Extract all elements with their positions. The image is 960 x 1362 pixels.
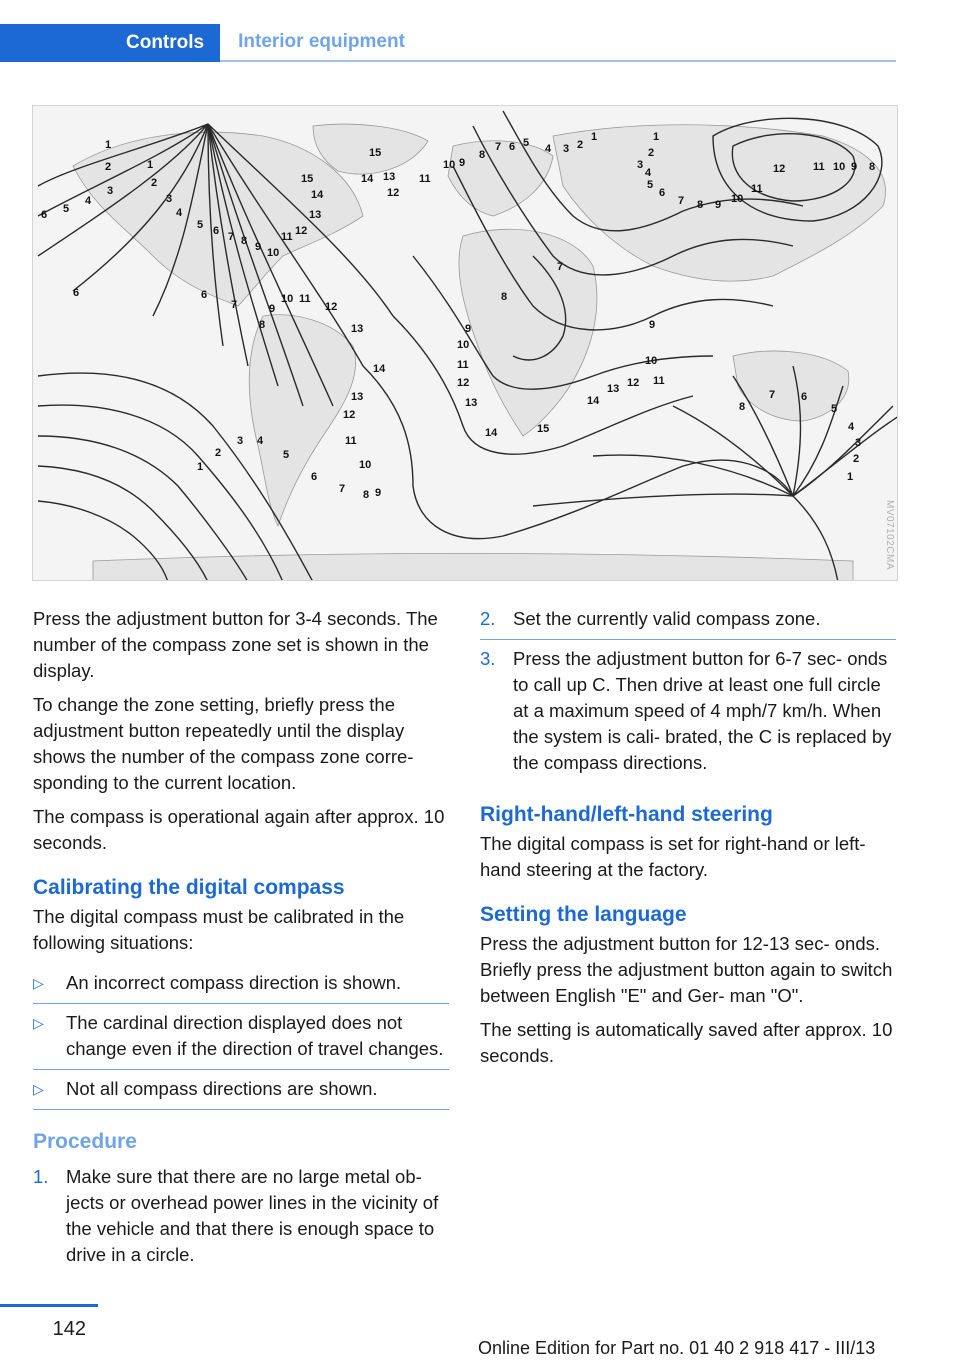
procedure-step	[33, 1158, 449, 1275]
zone-label: 5	[63, 203, 70, 215]
zone-label: 7	[557, 261, 564, 273]
zone-label: 12	[343, 409, 356, 421]
zone-label: 13	[465, 397, 478, 409]
zone-label: 11	[653, 375, 665, 387]
zone-label: 13	[383, 171, 396, 183]
zone-label: 12	[457, 377, 470, 389]
zone-label: 6	[659, 187, 666, 199]
zone-label: 7	[339, 483, 346, 495]
zone-label: 9	[715, 199, 722, 211]
tab-controls[interactable]: Controls	[0, 24, 220, 62]
zone-label: 4	[257, 435, 264, 447]
zone-label: 12	[773, 163, 786, 175]
zone-label: 8	[479, 149, 486, 161]
zone-label: 13	[351, 391, 364, 403]
zone-label: 4	[645, 167, 652, 179]
zone-label: 10	[645, 355, 658, 367]
step-text: Set the currently valid compass zone.	[513, 608, 821, 629]
compass-zone-map	[32, 105, 898, 581]
zone-label: 9	[459, 157, 466, 169]
zone-label: 6	[213, 225, 220, 237]
zone-label: 2	[151, 177, 158, 189]
zone-label: 1	[197, 461, 204, 473]
figure-code: MV07102CMA	[884, 500, 895, 571]
paragraph-calibration-situations: The digital compass must be calibrated in the following situations:	[33, 906, 405, 953]
zone-label: 2	[577, 139, 584, 151]
zone-label: 7	[769, 389, 776, 401]
zone-label: 2	[853, 453, 860, 465]
zone-label: 11	[457, 359, 469, 371]
paragraph-change-zone: To change the zone setting, briefly press the adjustment button repeatedly until the display shows the number of the compass zone corre‑ sponding to the current location.	[33, 694, 414, 793]
calibration-situations-list	[33, 964, 449, 1110]
zone-label: 4	[85, 195, 92, 207]
list-item-text: The cardinal direction displayed does not change even if the direction of travel changes.	[66, 1012, 444, 1059]
zone-label: 6	[201, 289, 208, 301]
zone-label: 15	[369, 147, 382, 159]
zone-label: 8	[363, 489, 370, 501]
step-number: 2.	[480, 608, 496, 629]
zone-label: 5	[197, 219, 204, 231]
paragraph-language-switch: Press the adjustment button for 12‑13 sec‑ onds. Briefly press the adjustment button again to switch between English "E" and Ger‑ man "O".	[480, 933, 893, 1006]
paragraph-steering: The digital compass is set for right-hand or left-hand steering at the factory.	[480, 833, 866, 880]
zone-label: 10	[833, 161, 846, 173]
zone-label: 10	[267, 247, 280, 259]
step-text: Press the adjustment button for 6‑7 sec‑ onds to call up C. Then drive at least one full circle at a maximum speed of 4 mph/7 km/h. When the system is cali‑ brated, the C is replaced by the compass directions.	[513, 648, 892, 773]
zone-label: 10	[281, 293, 294, 305]
zone-label: 8	[869, 161, 876, 173]
zone-label: 9	[269, 303, 276, 315]
step-number: 1.	[33, 1166, 49, 1187]
zone-label: 1	[147, 159, 154, 171]
zone-label: 5	[523, 137, 530, 149]
zone-label: 3	[166, 193, 173, 205]
procedure-step	[480, 606, 896, 640]
zone-label: 4	[848, 421, 855, 433]
step-number: 3.	[480, 648, 496, 669]
zone-label: 11	[299, 293, 311, 305]
zone-label: 7	[228, 231, 235, 243]
zone-label: 14	[587, 395, 600, 407]
zone-label: 10	[457, 339, 470, 351]
heading-language: Setting the language	[480, 903, 687, 926]
continents	[73, 124, 886, 581]
zone-label: 15	[537, 423, 550, 435]
heading-steering: Right-hand/left-hand steering	[480, 803, 773, 826]
zone-label: 5	[831, 403, 838, 415]
paragraph-operational: The compass is operational again after approx. 10 seconds.	[33, 806, 445, 853]
footer-accent-bar	[0, 1304, 98, 1307]
zone-label: 8	[739, 401, 746, 413]
triangle-bullet-icon: ▷	[33, 1015, 44, 1031]
zone-label: 9	[851, 161, 858, 173]
zone-label: 12	[627, 377, 640, 389]
zone-label: 11	[751, 183, 763, 195]
africa-shape	[459, 229, 597, 436]
zone-label: 3	[237, 435, 244, 447]
zone-label: 9	[255, 241, 262, 253]
zone-label: 8	[259, 319, 266, 331]
zone-label: 6	[509, 141, 516, 153]
zone-label: 14	[311, 189, 324, 201]
zone-label: 14	[485, 427, 498, 439]
triangle-bullet-icon: ▷	[33, 975, 44, 991]
header-tabs	[0, 24, 896, 62]
zone-label: 3	[637, 159, 644, 171]
zone-label: 4	[176, 207, 183, 219]
zone-label: 1	[105, 139, 112, 151]
zone-label: 12	[387, 187, 400, 199]
zone-label: 6	[73, 287, 80, 299]
zone-label: 8	[501, 291, 508, 303]
zone-label: 15	[301, 173, 314, 185]
zone-label: 10	[731, 193, 744, 205]
zone-label: 8	[697, 199, 704, 211]
zone-label: 13	[351, 323, 364, 335]
zone-label: 11	[281, 231, 293, 243]
zone-label: 12	[325, 301, 338, 313]
list-item	[33, 1004, 449, 1070]
paragraph-zone-display: Press the adjustment button for 3‑4 seconds. The number of the compass zone set is shown in the display.	[33, 608, 438, 681]
list-item	[33, 1070, 449, 1110]
list-item-text: An incorrect compass direction is shown.	[66, 972, 402, 993]
antarctica-shape	[93, 554, 853, 582]
zone-label: 2	[648, 147, 655, 159]
zone-label: 5	[647, 179, 654, 191]
zone-label: 12	[295, 225, 308, 237]
heading-calibrating: Calibrating the digital compass	[33, 876, 345, 899]
zone-label: 6	[801, 391, 808, 403]
step-text: Make sure that there are no large metal ob‑ jects or overhead power lines in the vicinity of the vehicle and that there is enough space to drive in a circle.	[66, 1166, 439, 1265]
zone-label: 1	[591, 131, 598, 143]
zone-label: 6	[311, 471, 318, 483]
zone-label: 7	[231, 299, 238, 311]
left-column	[33, 606, 449, 1275]
procedure-steps-list-continued	[480, 606, 896, 783]
zone-label: 9	[375, 487, 382, 499]
procedure-step	[480, 640, 896, 783]
zone-label: 1	[847, 471, 854, 483]
right-column	[480, 606, 896, 1077]
procedure-steps-list	[33, 1158, 449, 1275]
zone-label: 7	[678, 195, 685, 207]
zone-label: 3	[855, 437, 862, 449]
zone-label: 3	[107, 185, 114, 197]
compass-zone-map-svg	[33, 106, 898, 581]
zone-label: 7	[495, 141, 502, 153]
zone-label: 1	[653, 131, 660, 143]
footer-edition: Online Edition for Part no. 01 40 2 918 417 - III/13	[478, 1338, 876, 1358]
zone-label: 9	[649, 319, 656, 331]
tab-interior-equipment[interactable]: Interior equipment	[220, 24, 896, 62]
zone-label: 13	[607, 383, 620, 395]
zone-label: 14	[373, 363, 386, 375]
zone-label: 10	[443, 159, 456, 171]
triangle-bullet-icon: ▷	[33, 1081, 44, 1097]
zone-label: 6	[41, 209, 48, 221]
zone-label: 3	[563, 143, 570, 155]
page-number: 142	[52, 1318, 86, 1340]
list-item-text: Not all compass directions are shown.	[66, 1078, 378, 1099]
zone-label: 11	[419, 173, 431, 185]
zone-label: 9	[465, 323, 472, 335]
zone-label: 5	[283, 449, 290, 461]
paragraph-language-saved: The setting is automatically saved after approx. 10 seconds.	[480, 1019, 893, 1066]
zone-label: 2	[215, 447, 222, 459]
zone-label: 8	[241, 235, 248, 247]
zone-label: 14	[361, 173, 374, 185]
zone-label: 13	[309, 209, 322, 221]
zone-label: 11	[345, 435, 357, 447]
zone-label: 2	[105, 161, 112, 173]
heading-procedure: Procedure	[33, 1130, 137, 1153]
list-item	[33, 964, 449, 1004]
zone-label: 11	[813, 161, 825, 173]
zone-label: 10	[359, 459, 372, 471]
zone-label: 4	[545, 143, 552, 155]
